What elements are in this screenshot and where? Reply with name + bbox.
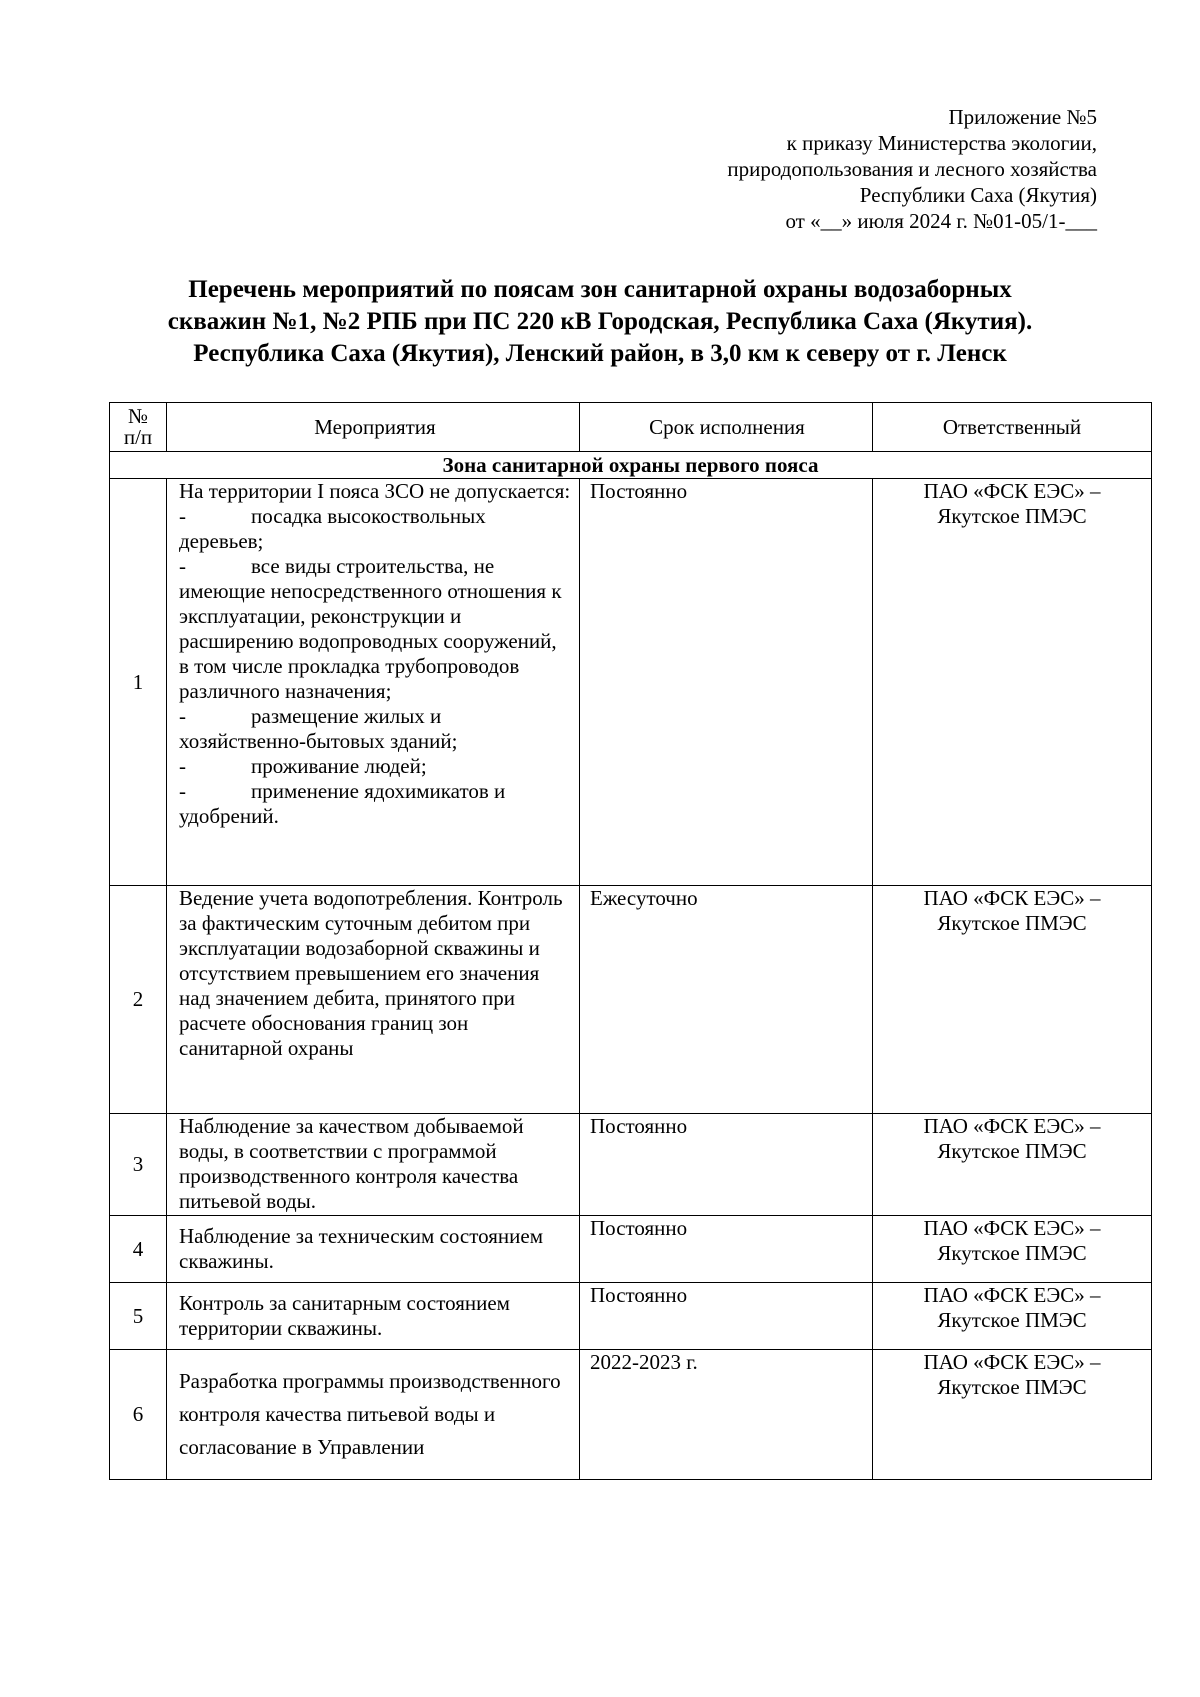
title-line: Перечень мероприятий по поясам зон санитарной охраны водозаборных [188, 276, 1012, 303]
row-number: 5 [110, 1283, 167, 1350]
row-number: 1 [110, 479, 167, 886]
annex-line: природопользования и лесного хозяйства [727, 157, 1097, 181]
list-item: - все виды строительства, не имеющие непосредственного отношения к эксплуатации, реконструкции и расширению водопроводных сооружений, в том числе прокладка трубопроводов различного назначения; [179, 554, 562, 703]
table-row [110, 479, 1152, 886]
list-item: - посадка высокоствольных деревьев; [179, 504, 486, 553]
row-term: Постоянно [580, 1216, 873, 1283]
document-title [90, 274, 1110, 370]
row-responsible: ПАО «ФСК ЕЭС» – Якутское ПМЭС [873, 886, 1152, 1114]
table-row [110, 886, 1152, 1114]
annex-line: Республики Саха (Якутия) [859, 183, 1097, 207]
annex-line: от «__» июля 2024 г. №01-05/1-___ [785, 209, 1097, 233]
measures-intro: На территории I пояса ЗСО не допускается: [179, 479, 571, 503]
list-item: - проживание людей; [179, 754, 427, 778]
row-responsible: ПАО «ФСК ЕЭС» – Якутское ПМЭС [873, 1283, 1152, 1350]
row-term: Ежесуточно [580, 886, 873, 1114]
row-term: Постоянно [580, 479, 873, 886]
table-row [110, 1350, 1152, 1480]
row-measures [167, 479, 580, 886]
row-number: 2 [110, 886, 167, 1114]
measures-table [109, 402, 1152, 1480]
zone-title: Зона санитарной охраны первого пояса [110, 452, 1152, 479]
header-measures: Мероприятия [167, 403, 580, 452]
list-item: - применение ядохимикатов и удобрений. [179, 779, 506, 828]
row-term: Постоянно [580, 1283, 873, 1350]
row-term: Постоянно [580, 1114, 873, 1216]
row-number: 3 [110, 1114, 167, 1216]
table-row [110, 1283, 1152, 1350]
table-row [110, 1114, 1152, 1216]
header-term: Срок исполнения [580, 403, 873, 452]
row-measures: Ведение учета водопотребления. Контроль за фактическим суточным дебитом при эксплуатации водозаборной скважины и отсутствием превышением его значения над значением дебита, принятого при расчете обоснования границ зон санитарной охраны [167, 886, 580, 1114]
row-number: 6 [110, 1350, 167, 1480]
table-header-row [110, 403, 1152, 452]
row-measures: Наблюдение за качеством добываемой воды, в соответствии с программой производственного контроля качества питьевой воды. [167, 1114, 580, 1216]
zone-header-row [110, 452, 1152, 479]
row-measures: Разработка программы производственного контроля качества питьевой воды и согласование в Управлении [167, 1350, 580, 1480]
annex-line: к приказу Министерства экологии, [786, 131, 1097, 155]
row-number: 4 [110, 1216, 167, 1283]
title-line: скважин №1, №2 РПБ при ПС 220 кВ Городская, Республика Саха (Якутия). [167, 308, 1033, 335]
row-term: 2022-2023 г. [580, 1350, 873, 1480]
row-measures: Наблюдение за техническим состоянием скважины. [167, 1216, 580, 1283]
annex-line: Приложение №5 [948, 105, 1097, 129]
row-responsible: ПАО «ФСК ЕЭС» – Якутское ПМЭС [873, 1350, 1152, 1480]
row-measures: Контроль за санитарным состоянием территории скважины. [167, 1283, 580, 1350]
row-responsible: ПАО «ФСК ЕЭС» – Якутское ПМЭС [873, 479, 1152, 886]
annex-block [727, 104, 1097, 234]
row-responsible: ПАО «ФСК ЕЭС» – Якутское ПМЭС [873, 1216, 1152, 1283]
header-responsible: Ответственный [873, 403, 1152, 452]
title-line: Республика Саха (Якутия), Ленский район, в 3,0 км к северу от г. Ленск [193, 340, 1007, 367]
header-number: № п/п [110, 403, 167, 452]
row-responsible: ПАО «ФСК ЕЭС» – Якутское ПМЭС [873, 1114, 1152, 1216]
table-row [110, 1216, 1152, 1283]
list-item: - размещение жилых и хозяйственно-бытовых зданий; [179, 704, 458, 753]
